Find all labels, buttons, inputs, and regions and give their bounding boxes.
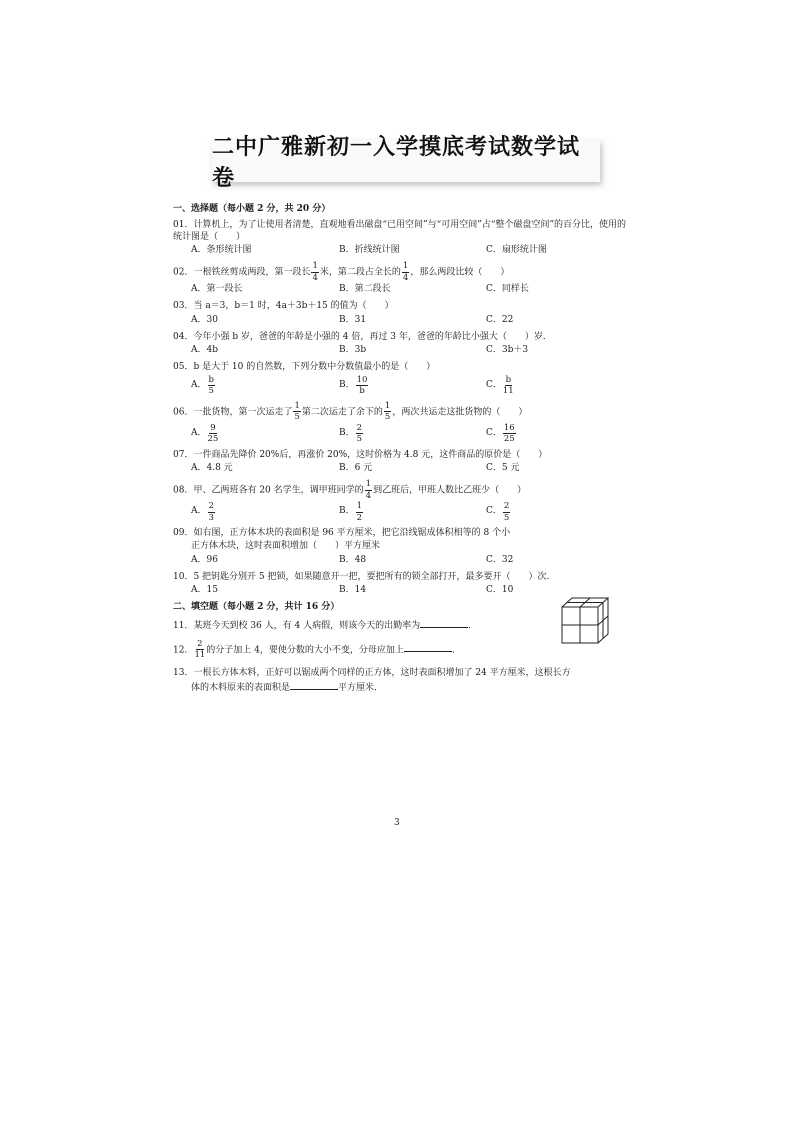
option-b: B．48 <box>339 554 367 565</box>
fraction: $\frac{2}{11}$ <box>194 638 206 661</box>
question-12: 12． $\frac{2}{11}$ 的分子加上 4，要使分数的大小不变，分母应加上 ． <box>173 638 461 661</box>
option-a: A． $\frac{b}{5}$ <box>191 374 214 396</box>
page-title: 二中广雅新初一入学摸底考试数学试卷 <box>212 135 581 191</box>
option-a: A．4b <box>191 345 218 355</box>
fraction: $\frac{1}{5}$ <box>384 400 391 422</box>
fraction: $\frac{2}{5}$ <box>503 501 510 523</box>
option-a: A．4.8 元 <box>191 462 233 473</box>
option-a: A．第一段长 <box>191 284 243 294</box>
question-4: 04．今年小强 b 岁，爸爸的年龄是小强的 4 倍，再过 3 年，爸爸的年龄比小强大（ ）岁． <box>173 331 552 342</box>
question-6-options <box>173 424 633 444</box>
option-b: B．31 <box>339 314 367 325</box>
fraction: $\frac{b}{11}$ <box>502 374 514 396</box>
question-1: 01．计算机上，为了让使用者清楚，直观地看出磁盘“已用空间”与“可用空间”占“整个磁盘空间”的百分比，使用的统计图是（ ） <box>173 220 627 242</box>
option-a: A．条形统计图 <box>191 244 252 255</box>
option-a: A．15 <box>191 585 218 595</box>
option-c: C．32 <box>486 554 514 565</box>
option-b: B．14 <box>339 585 367 595</box>
option-b: B． $\frac{10}{b}$ <box>339 374 368 396</box>
fraction: $\frac{1}{5}$ <box>294 400 300 422</box>
answer-blank[interactable] <box>290 681 338 690</box>
question-5-options <box>173 376 633 396</box>
question-6: 06．一批货物，第一次运走了 $\frac{1}{5}$ 第二次运走了余下的 $\frac{1}{5}$ ，两次共运走这批货物的（ ） <box>173 400 528 422</box>
fraction: $\frac{16}{25}$ <box>503 422 515 444</box>
option-a: A．96 <box>191 554 218 565</box>
option-b: B．6 元 <box>339 462 373 473</box>
question-5: 05．b 是大于 10 的自然数，下列分数中分数值最小的是（ ） <box>173 362 436 373</box>
fraction: $\frac{2}{3}$ <box>208 501 214 523</box>
question-9-options <box>173 555 633 566</box>
fraction: $\frac{b}{5}$ <box>208 374 214 396</box>
question-8: 08．甲、乙两班各有 20 名学生，调甲班同学的 $\frac{1}{4}$ 到乙班后，甲班人数比乙班少（ ） <box>173 479 527 501</box>
question-3: 03．当 a＝3，b＝1 时，4a＋3b＋15 的值为（ ） <box>173 301 394 312</box>
question-7: 07．一件商品先降价 20%后，再涨价 20%，这时价格为 4.8 元，这件商品的原价是（ ） <box>173 449 548 460</box>
option-b: B．第二段长 <box>339 284 391 294</box>
option-c: C．10 <box>486 585 514 595</box>
question-2: 02．一根铁丝剪成两段，第一段长 $\frac{1}{4}$ 米，第二段占全长的 $\frac{1}{4}$ ，那么两段比较（ ） <box>173 261 510 283</box>
question-3-options <box>173 315 633 326</box>
option-c: C．5 元 <box>486 462 520 473</box>
fraction: $\frac{1}{4}$ <box>312 261 318 283</box>
fraction: $\frac{1}{4}$ <box>365 479 372 501</box>
option-b: B．折线统计图 <box>339 244 400 255</box>
option-b: B． $\frac{2}{5}$ <box>339 422 363 444</box>
question-10: 10．5 把钥匙分别开 5 把锁，如果随意开一把，要把所有的锁全部打开，最多要开（ ）次． <box>173 571 556 582</box>
question-9-line2: 正方体木块，这时表面积增加（ ）平方厘米 <box>191 541 381 552</box>
option-c: C． $\frac{b}{11}$ <box>486 374 514 396</box>
question-8-options <box>173 502 633 522</box>
fraction: $\frac{1}{2}$ <box>356 501 363 523</box>
option-b: B．3b <box>339 345 367 355</box>
option-c: C． $\frac{16}{25}$ <box>486 422 515 444</box>
option-c: C． $\frac{2}{5}$ <box>486 501 510 523</box>
option-a: A．30 <box>191 314 218 325</box>
title-banner <box>212 135 600 191</box>
question-7-options <box>173 463 633 474</box>
question-4-options <box>173 345 633 356</box>
option-c: C．同样长 <box>486 284 529 294</box>
question-13-line1: 13．一根长方体木料，正好可以锯成两个同样的正方体，这时表面积增加了 24 平方厘米，这根长方 <box>173 667 571 678</box>
question-2-options <box>173 284 633 295</box>
question-10-options <box>173 585 633 596</box>
answer-blank[interactable] <box>404 643 452 652</box>
answer-blank[interactable] <box>420 619 468 628</box>
option-a: A． $\frac{9}{25}$ <box>191 422 219 444</box>
fraction: $\frac{9}{25}$ <box>207 422 219 444</box>
question-13-line2: 体的木料原来的表面积是 平方厘米． <box>191 683 384 693</box>
question-9-line1: 09．如右图，正方体木块的表面积是 96 平方厘米，把它沿线锯成体积相等的 8 个小 <box>173 528 511 538</box>
option-c: C．3b＋3 <box>486 345 529 355</box>
option-c: C．扇形统计图 <box>486 244 547 255</box>
page-number: 3 <box>394 818 400 828</box>
section-choice-heading: 一、选择题（每小题 2 分，共 20 分） <box>173 204 331 214</box>
cube-figure-icon <box>561 596 611 646</box>
option-a: A． $\frac{2}{3}$ <box>191 501 214 523</box>
question-1-options <box>173 245 633 256</box>
question-11: 11．某班今天到校 36 人，有 4 人病假，则该今天的出勤率为 ． <box>173 620 478 631</box>
option-b: B． $\frac{1}{2}$ <box>339 501 363 523</box>
fraction: $\frac{2}{5}$ <box>356 422 363 444</box>
option-c: C．22 <box>486 314 514 325</box>
section-fill-heading: 二、填空题（每小题 2 分，共计 16 分） <box>173 602 340 613</box>
fraction: $\frac{1}{4}$ <box>402 261 409 283</box>
fraction: $\frac{10}{b}$ <box>356 374 368 396</box>
